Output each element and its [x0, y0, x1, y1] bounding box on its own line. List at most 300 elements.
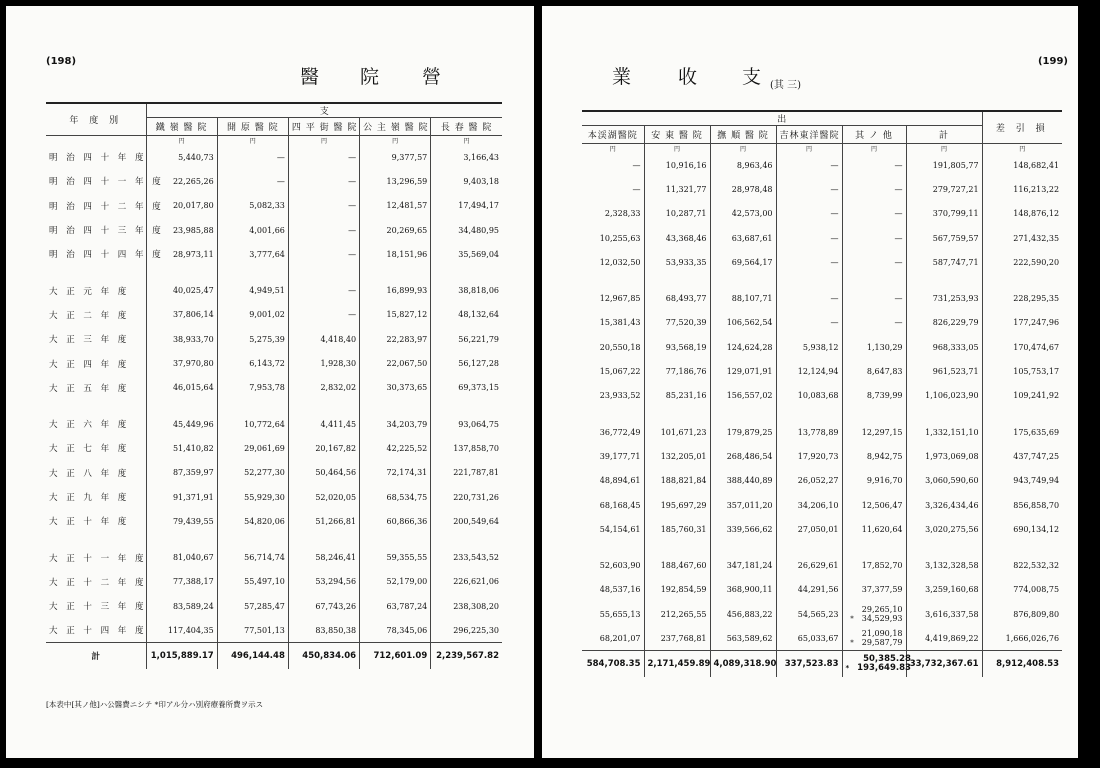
value-cell: —	[842, 226, 906, 250]
value-cell: —	[776, 153, 842, 177]
spacer-cell	[776, 408, 842, 420]
value-cell: 943,749,94	[982, 469, 1062, 493]
value-cell: 148,876,12	[982, 202, 1062, 226]
spacer-cell	[906, 274, 982, 286]
value-cell: 9,403,18	[431, 169, 502, 193]
value-cell: 28,978,48	[710, 177, 776, 201]
spacer-cell	[146, 266, 217, 278]
value-cell: —	[288, 145, 359, 169]
value-cell: 175,635,69	[982, 420, 1062, 444]
spacer-cell	[431, 266, 502, 278]
value-cell: 587,747,71	[906, 250, 982, 274]
year-label: 大 正 四 年 度	[46, 351, 146, 375]
value-cell: 34,203,79	[360, 412, 431, 436]
value-cell: 5,440,73	[146, 145, 217, 169]
value-cell: 4,411,45	[288, 412, 359, 436]
value-cell: —	[288, 278, 359, 302]
value-cell: 77,501,13	[217, 618, 288, 642]
value-cell: 34,480,95	[431, 218, 502, 242]
value-cell: 437,747,25	[982, 444, 1062, 468]
value-cell: 195,697,29	[644, 493, 710, 517]
value-cell: 8,647,83	[842, 359, 906, 383]
spacer-cell	[582, 408, 644, 420]
unit-cell: 円	[842, 144, 906, 154]
value-cell: 4,001,66	[217, 218, 288, 242]
spacer-cell	[46, 266, 146, 278]
value-cell: 48,132,64	[431, 303, 502, 327]
value-cell: 9,916,70	[842, 469, 906, 493]
table-row	[46, 509, 502, 533]
value-cell: —	[288, 194, 359, 218]
group-header: 出	[582, 111, 982, 126]
value-cell: 83,850,38	[288, 618, 359, 642]
value-cell: 4,419,869,22	[906, 626, 982, 650]
table-row	[46, 327, 502, 351]
value-cell: 34,206,10	[776, 493, 842, 517]
title-suffix: (其 三)	[770, 80, 801, 91]
value-cell: 12,506,47	[842, 493, 906, 517]
value-cell: 2,832,02	[288, 376, 359, 400]
title-char: 醫	[300, 66, 320, 88]
value-cell: 106,562,54	[710, 311, 776, 335]
spacer-cell	[582, 541, 644, 553]
table-row	[46, 461, 502, 485]
value-cell: 10,916,16	[644, 153, 710, 177]
value-cell: 51,266,81	[288, 509, 359, 533]
value-cell: —	[776, 286, 842, 310]
total-value: *50,385.28 193,649.83	[842, 651, 906, 677]
column-header: 鐵 嶺 醫 院	[146, 118, 217, 136]
value-cell: 77,388,17	[146, 570, 217, 594]
value-cell: 105,753,17	[982, 359, 1062, 383]
title-char: 支	[742, 66, 762, 88]
value-cell: —	[776, 226, 842, 250]
value-cell: 68,534,75	[360, 485, 431, 509]
column-header: 本渓湖醫院	[582, 126, 644, 144]
value-cell: 690,134,12	[982, 517, 1062, 541]
value-cell: 268,486,54	[710, 444, 776, 468]
table-body	[46, 136, 502, 669]
unit-cell: 円	[982, 144, 1062, 154]
value-cell: 137,858,70	[431, 436, 502, 460]
value-cell: 22,067,50	[360, 351, 431, 375]
total-row	[582, 651, 1062, 677]
spacer-cell	[46, 400, 146, 412]
value-cell: 826,229,79	[906, 311, 982, 335]
year-label: 大 正 六 年 度	[46, 412, 146, 436]
table-row	[46, 169, 502, 193]
table-row	[46, 594, 502, 618]
group-header: 支	[146, 103, 502, 118]
value-cell: 200,549,64	[431, 509, 502, 533]
spacer-cell	[982, 274, 1062, 286]
value-cell: 69,564,17	[710, 250, 776, 274]
value-cell: 20,017,80	[146, 194, 217, 218]
value-cell: 17,920,73	[776, 444, 842, 468]
value-cell: 68,168,45	[599, 500, 641, 510]
spacer-cell	[776, 274, 842, 286]
unit-cell: 円	[710, 144, 776, 154]
spacer-cell	[431, 400, 502, 412]
value-cell: 54,154,61	[599, 524, 641, 534]
spacer-row	[582, 541, 1062, 553]
value-cell: 368,900,11	[710, 578, 776, 602]
table-row	[46, 485, 502, 509]
column-header: 長 春 醫 院	[431, 118, 502, 136]
value-cell: —	[217, 169, 288, 193]
value-cell: 93,568,19	[644, 335, 710, 359]
value-cell: 52,179,00	[360, 570, 431, 594]
table-row	[582, 553, 1062, 577]
spacer-cell	[710, 408, 776, 420]
value-cell: 188,467,60	[644, 553, 710, 577]
value-cell: 28,973,11	[146, 242, 217, 266]
value-cell: 222,590,20	[982, 250, 1062, 274]
value-cell: 185,760,31	[644, 517, 710, 541]
table-row	[582, 420, 1062, 444]
value-cell: 2,328,33	[604, 209, 641, 219]
value-cell: 37,970,80	[146, 351, 217, 375]
value-cell: 50,464,56	[288, 461, 359, 485]
unit-cell: 円	[431, 136, 502, 146]
unit-cell	[46, 136, 146, 146]
table-row	[46, 376, 502, 400]
value-cell: 20,167,82	[288, 436, 359, 460]
spacer-cell	[360, 533, 431, 545]
year-label: 明 治 四 十 一 年 度	[46, 169, 146, 193]
column-header: 計	[906, 126, 982, 144]
value-cell: 132,205,01	[644, 444, 710, 468]
year-label: 大 正 十 四 年 度	[46, 618, 146, 642]
value-cell: 347,181,24	[710, 553, 776, 577]
value-cell: 4,949,51	[217, 278, 288, 302]
value-cell: 55,497,10	[217, 570, 288, 594]
value-cell: 18,151,96	[360, 242, 431, 266]
value-cell: 69,373,15	[431, 376, 502, 400]
value-cell: 238,308,20	[431, 594, 502, 618]
value-cell: 170,474,67	[982, 335, 1062, 359]
table-row	[46, 436, 502, 460]
value-cell: 3,259,160,68	[906, 578, 982, 602]
spacer-cell	[288, 266, 359, 278]
value-cell: —	[776, 250, 842, 274]
table-row	[582, 602, 1062, 626]
value-cell: 101,671,23	[644, 420, 710, 444]
value-cell: 20,269,65	[360, 218, 431, 242]
value-cell: 124,624,28	[710, 335, 776, 359]
value-cell: 10,083,68	[776, 384, 842, 408]
year-label: 大 正 元 年 度	[46, 278, 146, 302]
total-value: 584,708.35	[586, 658, 641, 669]
year-label: 明 治 四 十 二 年 度	[46, 194, 146, 218]
value-cell: —	[288, 303, 359, 327]
table-row	[582, 578, 1062, 602]
table-row	[582, 444, 1062, 468]
column-header: 安 東 醫 院	[644, 126, 710, 144]
value-cell: 177,247,96	[982, 311, 1062, 335]
table-row	[582, 626, 1062, 650]
table-row	[582, 335, 1062, 359]
value-cell: 188,821,84	[644, 469, 710, 493]
spacer-row	[46, 533, 502, 545]
value-cell: 22,283,97	[360, 327, 431, 351]
value-cell: —	[776, 177, 842, 201]
value-cell: 13,778,89	[776, 420, 842, 444]
spacer-cell	[288, 400, 359, 412]
table-row	[46, 545, 502, 569]
title-char: 收	[678, 66, 698, 88]
unit-cell: 円	[146, 136, 217, 146]
value-cell: 156,557,02	[710, 384, 776, 408]
total-value: 496,144.48	[217, 643, 288, 669]
total-value: 4,089,318.90	[710, 651, 776, 677]
value-cell: 8,739,99	[842, 384, 906, 408]
unit-cell: 円	[288, 136, 359, 146]
value-cell: 68,201,07	[599, 633, 641, 643]
table-row	[582, 311, 1062, 335]
column-header: 四 平 街 醫 院	[288, 118, 359, 136]
expense-table-right	[582, 110, 1062, 677]
spacer-cell	[46, 533, 146, 545]
value-cell: 78,345,06	[360, 618, 431, 642]
value-cell: 60,866,36	[360, 509, 431, 533]
value-cell: —	[288, 169, 359, 193]
value-cell: 65,033,67	[776, 626, 842, 650]
table-row	[582, 469, 1062, 493]
spacer-cell	[842, 408, 906, 420]
value-cell: 8,942,75	[842, 444, 906, 468]
value-cell: 30,373,65	[360, 376, 431, 400]
table-row	[46, 242, 502, 266]
unit-cell: 円	[609, 146, 616, 153]
left-page	[6, 6, 534, 758]
year-label: 大 正 十 年 度	[46, 509, 146, 533]
total-value: 712,601.09	[360, 643, 431, 669]
value-cell: 22,265,26	[146, 169, 217, 193]
value-cell: 567,759,57	[906, 226, 982, 250]
spacer-cell	[146, 400, 217, 412]
value-cell: 226,621,06	[431, 570, 502, 594]
value-cell: —	[842, 286, 906, 310]
value-cell: 48,894,61	[599, 476, 641, 486]
value-cell: 388,440,89	[710, 469, 776, 493]
value-cell: 36,772,49	[599, 427, 641, 437]
value-cell: 1,106,023,90	[906, 384, 982, 408]
value-cell: 55,655,13	[599, 609, 641, 619]
value-cell: —	[842, 311, 906, 335]
total-value: 337,523.83	[776, 651, 842, 677]
value-cell: 876,809,80	[982, 602, 1062, 626]
value-cell: 822,532,32	[982, 553, 1062, 577]
value-cell: 46,015,64	[146, 376, 217, 400]
value-cell: 5,938,12	[776, 335, 842, 359]
value-cell: —	[776, 202, 842, 226]
unit-cell: 円	[217, 136, 288, 146]
table-row	[46, 145, 502, 169]
value-cell: 38,933,70	[146, 327, 217, 351]
spacer-row	[46, 266, 502, 278]
value-cell: 23,985,88	[146, 218, 217, 242]
value-cell: 563,589,62	[710, 626, 776, 650]
value-cell: 38,818,06	[431, 278, 502, 302]
value-cell: 357,011,20	[710, 493, 776, 517]
value-cell: 1,332,151,10	[906, 420, 982, 444]
value-cell: 11,321,77	[644, 177, 710, 201]
value-cell: 53,294,56	[288, 570, 359, 594]
spacer-cell	[776, 541, 842, 553]
value-cell: 233,543,52	[431, 545, 502, 569]
unit-cell: 円	[644, 144, 710, 154]
value-cell: 774,008,75	[982, 578, 1062, 602]
spacer-cell	[906, 541, 982, 553]
value-cell: 6,143,72	[217, 351, 288, 375]
value-cell: 11,620,64	[842, 517, 906, 541]
value-cell: 4,418,40	[288, 327, 359, 351]
column-header: 吉林東洋醫院	[776, 126, 842, 144]
value-cell: 3,132,328,58	[906, 553, 982, 577]
total-label: 計	[46, 643, 146, 669]
year-label: 明 治 四 十 四 年 度	[46, 242, 146, 266]
value-cell: 52,020,05	[288, 485, 359, 509]
value-cell: 5,082,33	[217, 194, 288, 218]
spacer-cell	[360, 400, 431, 412]
spacer-cell	[217, 533, 288, 545]
value-cell: 731,253,93	[906, 286, 982, 310]
year-column-header: 年 度 別	[46, 103, 146, 136]
year-label: 大 正 五 年 度	[46, 376, 146, 400]
value-cell: —	[288, 218, 359, 242]
page-number: (198)	[46, 56, 77, 67]
value-cell: 339,566,62	[710, 517, 776, 541]
value-cell: 12,967,85	[599, 294, 641, 304]
value-cell: 68,493,77	[644, 286, 710, 310]
table-row	[46, 218, 502, 242]
value-cell: —	[632, 160, 641, 170]
value-cell: 7,953,78	[217, 376, 288, 400]
table-row	[582, 202, 1062, 226]
value-cell: 15,381,43	[599, 318, 641, 328]
spacer-cell	[217, 400, 288, 412]
spacer-cell	[710, 274, 776, 286]
value-cell: 3,616,337,58	[906, 602, 982, 626]
table-row	[582, 226, 1062, 250]
value-cell: 296,225,30	[431, 618, 502, 642]
value-cell: 221,787,81	[431, 461, 502, 485]
value-cell: 192,854,59	[644, 578, 710, 602]
total-value: 33,732,367.61	[906, 651, 982, 677]
value-cell: 37,806,14	[146, 303, 217, 327]
value-cell: 56,127,28	[431, 351, 502, 375]
value-cell: 26,629,61	[776, 553, 842, 577]
spacer-cell	[982, 541, 1062, 553]
value-cell: *29,265,10 34,529,93	[842, 602, 906, 626]
value-cell: 51,410,82	[146, 436, 217, 460]
spacer-cell	[146, 533, 217, 545]
value-cell: 116,213,22	[982, 177, 1062, 201]
spacer-cell	[644, 408, 710, 420]
value-cell: 45,449,96	[146, 412, 217, 436]
value-cell: —	[288, 242, 359, 266]
value-cell: 12,297,15	[842, 420, 906, 444]
year-label: 大 正 三 年 度	[46, 327, 146, 351]
value-cell: 370,799,11	[906, 202, 982, 226]
value-cell: 52,603,90	[599, 561, 641, 571]
unit-row	[46, 136, 502, 146]
value-cell: 77,520,39	[644, 311, 710, 335]
value-cell: 237,768,81	[644, 626, 710, 650]
value-cell: 27,050,01	[776, 517, 842, 541]
expense-table-left	[46, 102, 502, 669]
value-cell: 42,225,52	[360, 436, 431, 460]
value-cell: 220,731,26	[431, 485, 502, 509]
unit-row	[582, 144, 1062, 154]
value-cell: 12,032,50	[599, 257, 641, 267]
total-row	[46, 643, 502, 669]
column-header: 其 ノ 他	[842, 126, 906, 144]
value-cell: 91,371,91	[146, 485, 217, 509]
value-cell: 81,040,67	[146, 545, 217, 569]
total-value: 450,834.06	[288, 643, 359, 669]
value-cell: 271,432,35	[982, 226, 1062, 250]
spacer-cell	[906, 408, 982, 420]
value-cell: 17,494,17	[431, 194, 502, 218]
value-cell: 54,565,23	[776, 602, 842, 626]
page-number: (199)	[1037, 56, 1068, 67]
table-row	[582, 517, 1062, 541]
value-cell: 54,820,06	[217, 509, 288, 533]
total-value: 1,015,889.17	[146, 643, 217, 669]
value-cell: 20,550,18	[599, 342, 641, 352]
value-cell: 87,359,97	[146, 461, 217, 485]
value-cell: 129,071,91	[710, 359, 776, 383]
spacer-cell	[842, 274, 906, 286]
table-row	[582, 493, 1062, 517]
value-cell: —	[632, 184, 641, 194]
table-row	[46, 351, 502, 375]
value-cell: 968,333,05	[906, 335, 982, 359]
value-cell: 1,973,069,08	[906, 444, 982, 468]
value-cell: 67,743,26	[288, 594, 359, 618]
value-cell: —	[842, 202, 906, 226]
value-cell: 1,130,29	[842, 335, 906, 359]
spacer-cell	[842, 541, 906, 553]
value-cell: 39,177,71	[599, 451, 641, 461]
value-cell: 191,805,77	[906, 153, 982, 177]
value-cell: 8,963,46	[710, 153, 776, 177]
table-row	[582, 359, 1062, 383]
value-cell: 10,287,71	[644, 202, 710, 226]
column-header: 公 主 嶺 醫 院	[360, 118, 431, 136]
value-cell: 29,061,69	[217, 436, 288, 460]
value-cell: 3,060,590,60	[906, 469, 982, 493]
title-char: 業	[612, 66, 632, 88]
value-cell: *21,090,18 29,587,79	[842, 626, 906, 650]
value-cell: 16,899,93	[360, 278, 431, 302]
table-row	[46, 618, 502, 642]
title-char: 營	[422, 66, 442, 88]
spacer-cell	[217, 266, 288, 278]
value-cell: 37,377,59	[842, 578, 906, 602]
table-row	[582, 153, 1062, 177]
value-cell: 93,064,75	[431, 412, 502, 436]
column-header: 撫 順 醫 院	[710, 126, 776, 144]
table-row	[46, 303, 502, 327]
value-cell: 77,186,76	[644, 359, 710, 383]
value-cell: 43,368,46	[644, 226, 710, 250]
value-cell: 148,682,41	[982, 153, 1062, 177]
year-label: 大 正 七 年 度	[46, 436, 146, 460]
value-cell: —	[842, 250, 906, 274]
